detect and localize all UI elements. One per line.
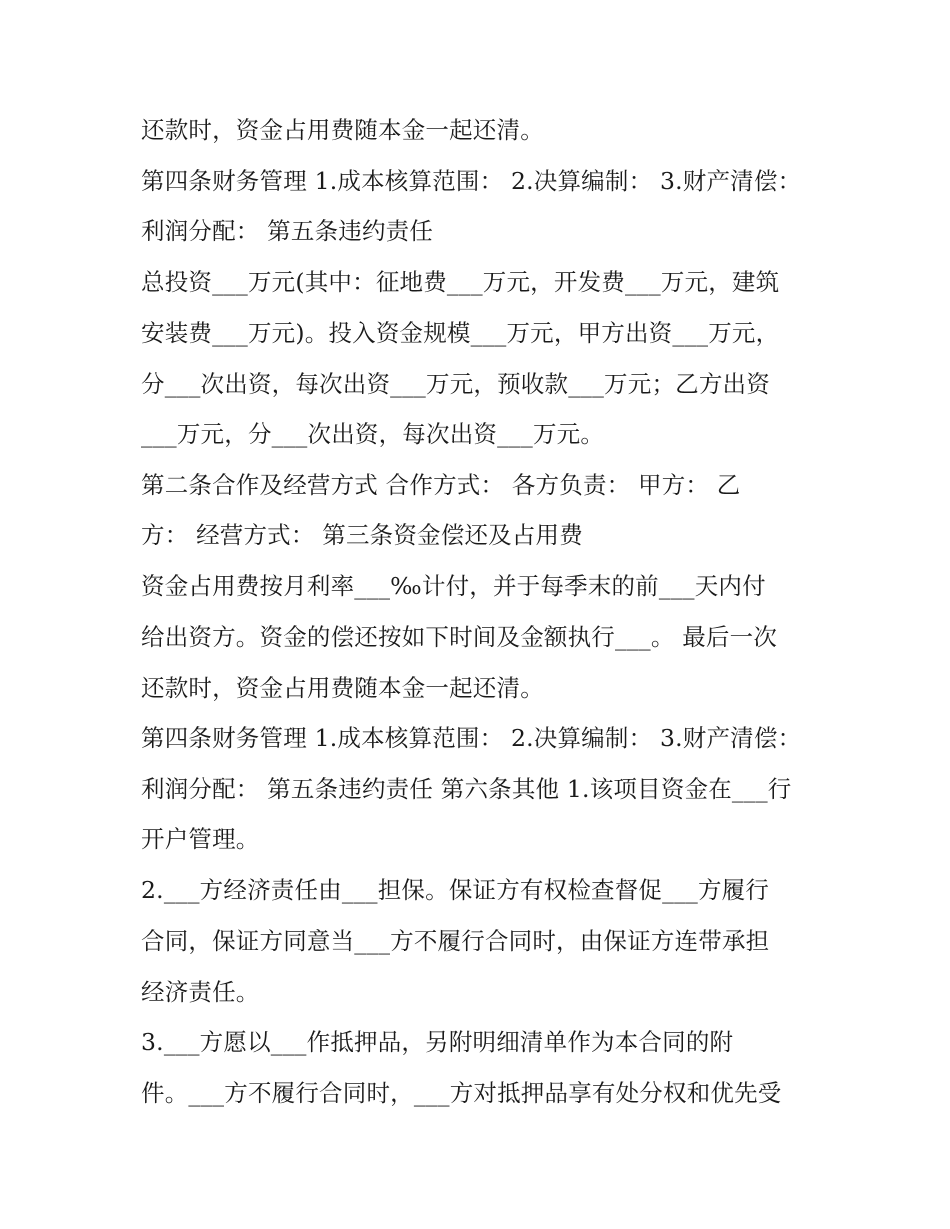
text-line: 经济责任。 xyxy=(141,978,260,1006)
text-line: 分___次出资，每次出资___万元，预收款___万元；乙方出资 xyxy=(141,370,770,398)
text-line: 利润分配： 第五条违约责任 第六条其他 1.该项目资金在___行 xyxy=(141,775,792,803)
text-line: 资金占用费按月利率___‰计付，并于每季末的前___天内付 xyxy=(141,572,766,600)
text-line: 第四条财务管理 1.成本核算范围： 2.决算编制： 3.财产清偿： xyxy=(141,167,802,195)
text-line: 开户管理。 xyxy=(141,825,260,853)
text-line: 第二条合作及经营方式 合作方式： 各方负责： 甲方： 乙 xyxy=(141,471,741,499)
text-line: 第四条财务管理 1.成本核算范围： 2.决算编制： 3.财产清偿： xyxy=(141,724,802,752)
text-line: 3.___方愿以___作抵押品，另附明细清单作为本合同的附 xyxy=(141,1028,734,1056)
text-line: 安装费___万元)。投入资金规模___万元，甲方出资___万元， xyxy=(141,319,780,347)
text-line: 还款时，资金占用费随本金一起还清。 xyxy=(141,116,544,144)
text-line: 2.___方经济责任由___担保。保证方有权检查督促___方履行 xyxy=(141,876,770,904)
text-line: 总投资___万元(其中：征地费___万元，开发费___万元，建筑 xyxy=(141,268,780,296)
text-line: 方： 经营方式： 第三条资金偿还及占用费 xyxy=(141,521,583,549)
text-line: 利润分配： 第五条违约责任 xyxy=(141,217,434,245)
text-line: 给出资方。资金的偿还按如下时间及金额执行___。 最后一次 xyxy=(141,623,778,651)
text-line: 合同，保证方同意当___方不履行合同时，由保证方连带承担 xyxy=(141,927,770,955)
text-line: 还款时，资金占用费随本金一起还清。 xyxy=(141,674,544,702)
text-line: 件。___方不履行合同时，___方对抵押品享有处分权和优先受 xyxy=(141,1079,782,1107)
text-line: ___万元，分___次出资，每次出资___万元。 xyxy=(141,420,605,448)
